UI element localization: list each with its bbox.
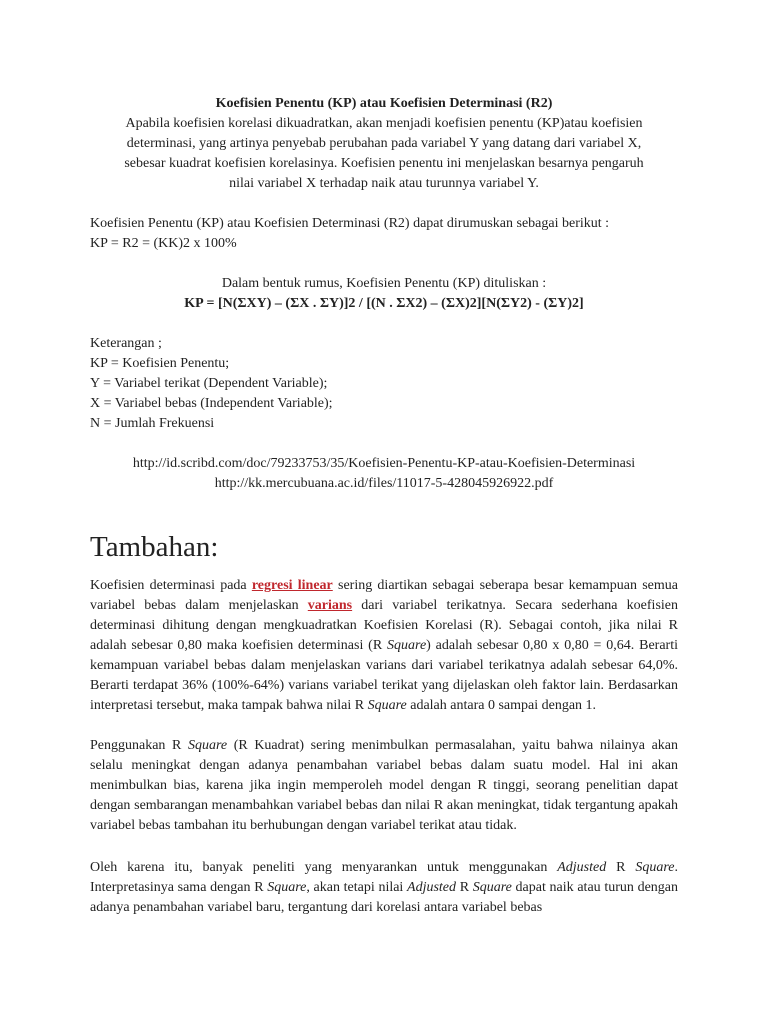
reference-url: http://id.scribd.com/doc/79233753/35/Koefisien-Penentu-KP-atau-Koefisien-Determinasi xyxy=(132,456,636,471)
text-run: R xyxy=(606,860,636,875)
paragraph-2 xyxy=(90,736,678,836)
italic-term: Square xyxy=(367,698,407,713)
text-run: adalah antara 0 sampai dengan 1. xyxy=(406,698,597,713)
section-heading: Tambahan: xyxy=(90,531,219,563)
text-run: R xyxy=(456,880,473,895)
italic-term: Square xyxy=(472,880,512,895)
text-run: sering diartikan sebagai seberapa besar kemampuan semua variabel bebas dalam menjelaskan xyxy=(90,578,678,613)
reference-urls xyxy=(60,454,708,494)
italic-term: Adjusted xyxy=(407,880,457,895)
italic-term: Square xyxy=(267,880,307,895)
varians-link[interactable]: varians xyxy=(307,598,353,613)
text-run: Oleh karena itu, banyak peneliti yang menyarankan untuk menggunakan xyxy=(90,860,558,875)
text-run: Penggunakan R xyxy=(90,738,188,753)
keterangan-item: KP = Koefisien Penentu; xyxy=(90,356,230,371)
italic-term: Adjusted xyxy=(557,860,607,875)
italic-term: Square xyxy=(187,738,228,753)
text-run: (R Kuadrat) sering menimbulkan permasalahan, yaitu bahwa nilainya akan selalu meningkat dengan adanya penambahan variabel bebas dalam suatu model. Hal ini akan menimbulkan bias, karena jika ingin memperoleh model dengan R tinggi, seorang penelitian dapat dengan sembarangan menambahkan variabel bebas dan nilai R akan meningkat, tidak tergantung apakah variabel bebas tambahan itu berhubungan dengan variabel terikat atau tidak. xyxy=(90,738,678,833)
formula-simple: KP = R2 = (KK)2 x 100% xyxy=(90,236,237,251)
intro-line: determinasi, yang artinya penyebab perubahan pada variabel Y yang datang dari variabel X, xyxy=(126,136,642,151)
text-run: Koefisien determinasi pada xyxy=(90,578,252,593)
keterangan-item: Y = Variabel terikat (Dependent Variable); xyxy=(90,376,328,391)
regresi-linear-link[interactable]: regresi linear xyxy=(251,578,333,593)
keterangan-item: N = Jumlah Frekuensi xyxy=(90,416,215,431)
text-run: , akan tetapi nilai xyxy=(306,880,408,895)
text-run: dari variabel terikatnya. Secara sederhana koefisien determinasi dihitung dengan mengkuadratkan Koefisien Korelasi (R). Sebagai contoh, jika nilai R adalah sebesar 0,80 maka koefisien determinasi (R xyxy=(90,598,678,653)
document-title: Koefisien Penentu (KP) atau Koefisien Determinasi (R2) xyxy=(215,96,553,111)
formula-label: Dalam bentuk rumus, Koefisien Penentu (KP) dituliskan : xyxy=(221,276,547,291)
reference-url: http://kk.mercubuana.ac.id/files/11017-5-428045926922.pdf xyxy=(214,476,554,491)
intro-paragraph xyxy=(60,114,708,194)
intro-line: sebesar kuadrat koefisien korelasinya. Koefisien penentu ini menjelaskan besarnya pengaruh xyxy=(124,156,644,171)
formula-intro: Koefisien Penentu (KP) atau Koefisien Determinasi (R2) dapat dirumuskan sebagai berikut : xyxy=(90,216,610,231)
text-run: ) adalah sebesar 0,80 x 0,80 = 0,64. Berarti kemampuan variabel bebas dalam menjelaskan varians dari variabel terikatnya adalah sebesar 64,0%. Berarti terdapat 36% (100%-64%) varians variabel terikat yang dijelaskan oleh faktor lain. Berdasarkan interpretasi tersebut, maka tampak bahwa nilai R xyxy=(90,638,678,713)
keterangan-heading: Keterangan ; xyxy=(90,336,162,351)
keterangan-item: X = Variabel bebas (Independent Variable); xyxy=(90,396,333,411)
paragraph-3 xyxy=(90,858,678,918)
keterangan-list xyxy=(90,334,678,434)
intro-line: nilai variabel X terhadap naik atau turunnya variabel Y. xyxy=(229,176,539,191)
italic-term: Square xyxy=(387,638,427,653)
paragraph-1 xyxy=(90,576,678,716)
intro-line: Apabila koefisien korelasi dikuadratkan, akan menjadi koefisien penentu (KP)atau koefisien xyxy=(125,116,643,131)
formula-full: KP = [N(ΣXY) – (ΣX . ΣY)]2 / [(N . ΣX2) – (ΣX)2][N(ΣY2) - (ΣY)2] xyxy=(184,296,584,311)
text-run: dapat naik atau turun dengan adanya penambahan variabel baru, tergantung dari korelasi antara variabel bebas xyxy=(90,880,678,915)
italic-term: Square xyxy=(635,860,675,875)
text-run: . Interpretasinya sama dengan R xyxy=(90,860,678,895)
